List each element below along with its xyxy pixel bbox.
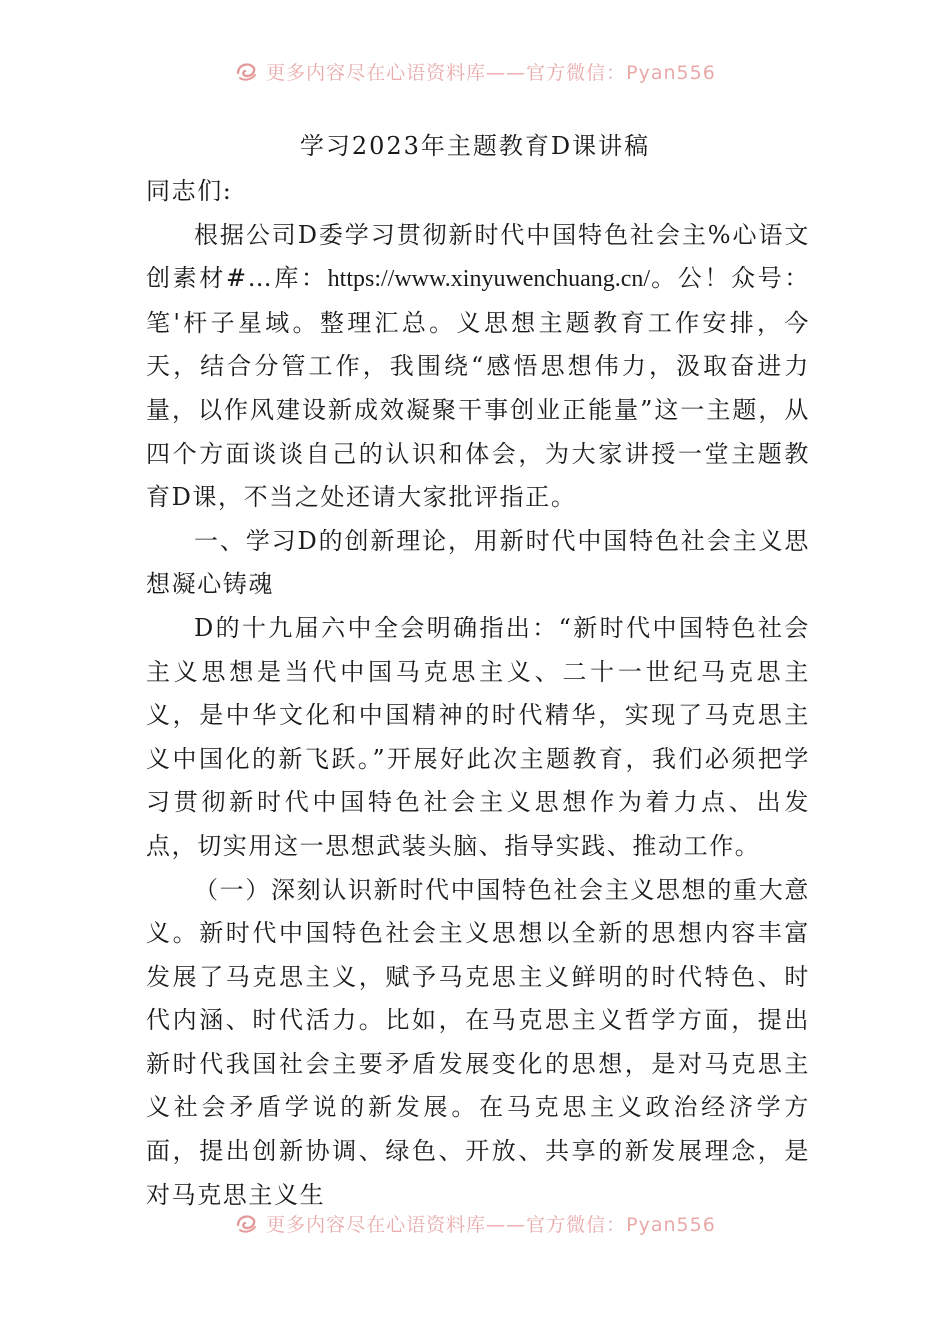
watermark-banner-top	[0, 56, 950, 86]
section-heading-1: 一、学习D的创新理论，用新时代中国特色社会主义思想凝心铸魂	[146, 526, 810, 599]
paragraph-intro-text-a: 根据公司D委学习贯彻新时代中国特色社会主%心语文创素材#…库：	[146, 220, 810, 293]
paragraph-intro-text-b: 。公！众号：笔'杆子星域。整理汇总。义思想主题教育工作安排，今天，结合分管工作，我围绕“感悟思想伟力，汲取奋进力量，以作风建设新成效凝聚干事创业正能量”这一主题，从四个方面谈谈自己的认识和体会，为大家讲授一堂主题教育D课，不当之处还请大家批评指正。	[146, 264, 810, 512]
document-body	[146, 170, 810, 1217]
source-url: https://www.xinyuwenchuang.cn/	[327, 266, 651, 293]
document-title: 学习2023年主题教育D课讲稿	[299, 132, 651, 160]
paragraph-intro	[146, 214, 810, 520]
salutation: 同志们:	[146, 177, 233, 205]
watermark-text: 更多内容尽在心语资料库——官方微信：Pyan556	[266, 61, 716, 84]
paragraph-3: （一）深刻认识新时代中国特色社会主义思想的重大意义。新时代中国特色社会主义思想以全新的思想内容丰富发展了马克思主义，赋予马克思主义鲜明的时代特色、时代内涵、时代活力。比如，在马克思主义哲学方面，提出新时代我国社会主要矛盾发展变化的思想，是对马克思主义社会矛盾学说的新发展。在马克思主义政治经济学方面，提出创新协调、绿色、开放、共享的新发展理念，是对马克思主义生	[146, 875, 810, 1209]
watermark-banner-bottom	[0, 1208, 950, 1238]
logo-swirl-icon	[234, 59, 258, 83]
watermark-text: 更多内容尽在心语资料库——官方微信：Pyan556	[266, 1213, 716, 1236]
logo-swirl-icon	[234, 1211, 258, 1235]
paragraph-2: D的十九届六中全会明确指出：“新时代中国特色社会主义思想是当代中国马克思主义、二十一世纪马克思主义，是中华文化和中国精神的时代精华，实现了马克思主义中国化的新飞跃。”开展好此次主题教育，我们必须把学习贯彻新时代中国特色社会主义思想作为着力点、出发点，切实用这一思想武装头脑、指导实践、推动工作。	[146, 613, 810, 860]
